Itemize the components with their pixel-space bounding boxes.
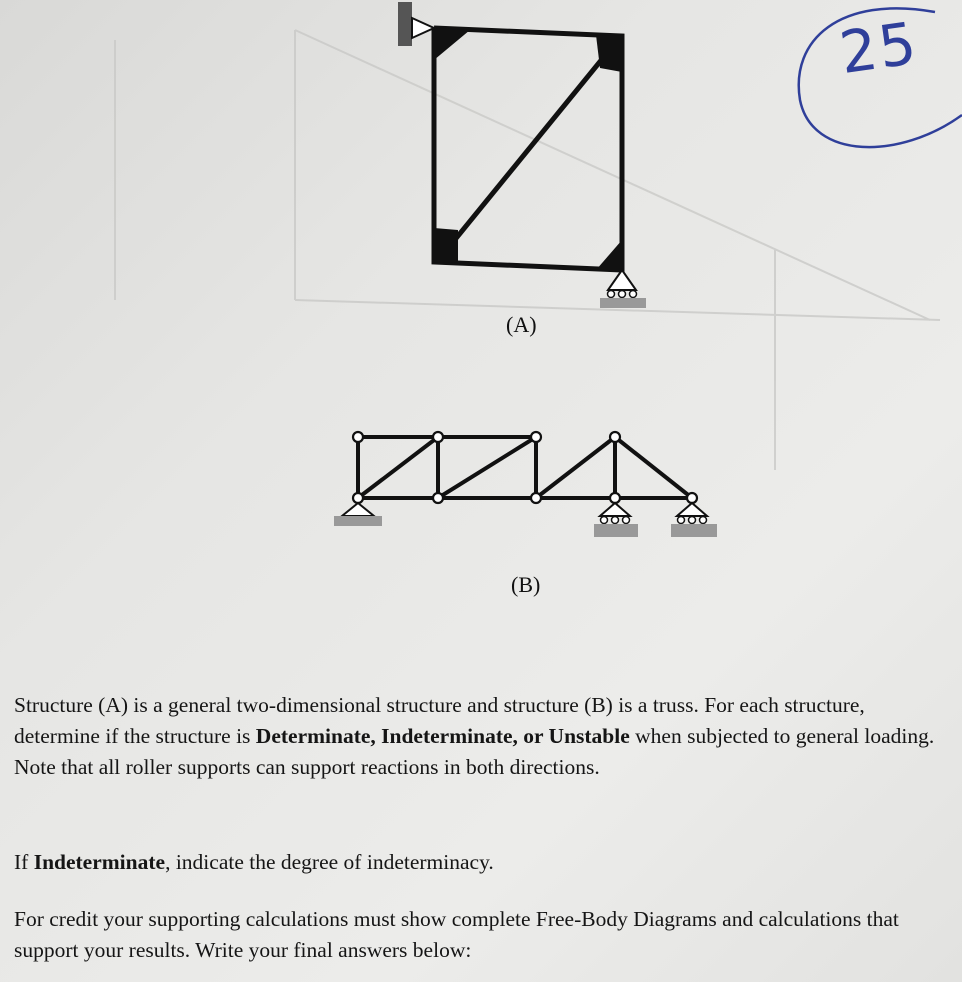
truss-members (358, 437, 692, 498)
bleed-through-marks (115, 30, 940, 470)
joint-fillet (434, 228, 458, 263)
structure-b (334, 432, 717, 537)
instruction-lead: If (14, 850, 34, 874)
statement-tail: when subjected to general loading. Note that all roller supports can support reactions in both directions. (14, 724, 935, 779)
problem-statement (14, 690, 954, 783)
structure-a (398, 2, 646, 308)
instruction-bold: Indeterminate (33, 850, 166, 874)
indeterminacy-instruction (14, 847, 954, 878)
pin-support-a (412, 18, 434, 38)
instruction-tail: , indicate the degree of indeterminacy. (165, 850, 494, 874)
joint-fillet (596, 35, 622, 72)
diagonal-member-a (440, 42, 616, 258)
roller-support-b-right (677, 503, 707, 516)
roller-support-b-middle (600, 503, 630, 516)
handwritten-problem-number: 25 (835, 8, 923, 88)
figure-a-caption: (A) (506, 312, 537, 337)
statement-lead: Structure (A) is a general two-dimensional structure and structure (B) is a truss. For each structure, determine if the structure is (14, 693, 865, 748)
wall-support (398, 2, 412, 46)
figure-b-caption: (B) (511, 572, 541, 597)
joint-fillet (596, 240, 622, 270)
pin-support-b (342, 503, 374, 516)
joint-fillet (434, 28, 470, 60)
statement-bold: Determinate, Indeterminate, or Unstable (255, 724, 630, 748)
credit-instruction: For credit your supporting calculations must show complete Free-Body Diagrams and calculations that support your results. Write your final answers below: (14, 907, 899, 962)
roller-support-a (608, 270, 636, 290)
